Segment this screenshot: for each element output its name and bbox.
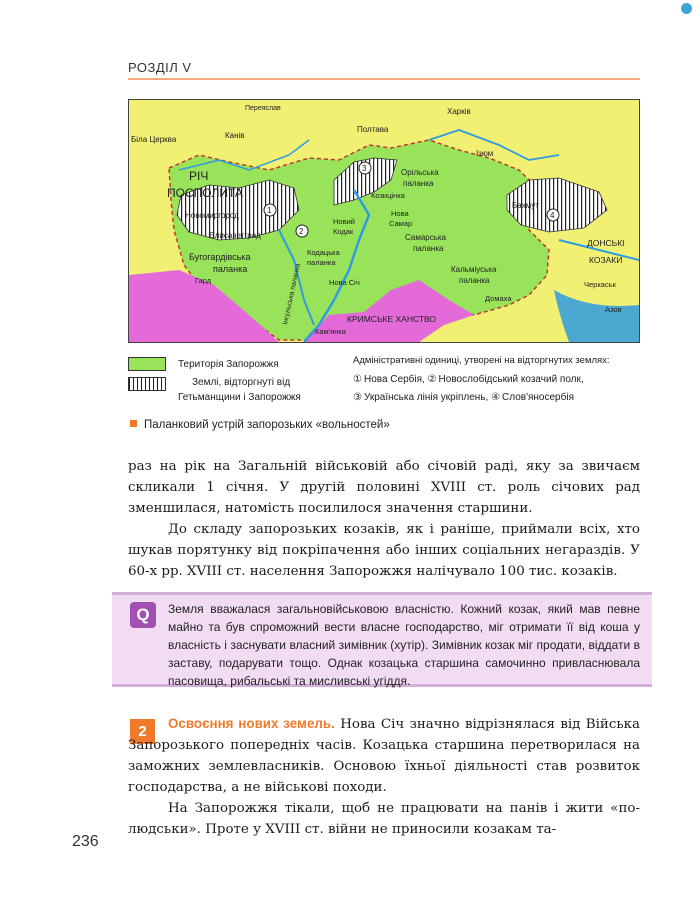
marker-2 [296,225,308,237]
label-novomyrhorod: Новомиргород [185,211,239,220]
svg-text:3: 3 [362,164,367,173]
label-poltava: Полтава [357,125,389,134]
label-donski-1: ДОНСЬКІ [587,238,625,248]
label-buhohard-1: Бугогардівська [189,252,251,262]
label-hard: Гард [195,276,212,285]
page-number: 236 [72,833,99,850]
label-cherkask: Черкаськ [584,280,616,289]
legend-admin-row2: ③ Українська лінія укріплень, ④ Слов'яносербія [353,392,574,403]
marker-3 [359,162,371,174]
label-kodatska-2: паланка [307,258,336,267]
label-kozhytsia: Козицінка [371,191,405,200]
legend-admin-row1: ① Нова Сербія, ② Новослобідський козачий полк, [353,374,584,385]
label-donski-2: КОЗАКИ [589,255,623,265]
caption-bullet-icon [130,420,137,427]
section-2-title: Освоєння нових земель. [168,716,335,731]
body-text-block [128,456,640,582]
note-text: Земля вважалася загальновійськовою власністю. Кожний козак, який мав певне майно та був спроможний вести власне господарство, міг отримати її від коша у власність і заснувати власний зимівник (хутір). Зимівник козак міг продати, віддати в заставу, подарувати тощо. Однак козацька старшина самочинно привласнювала пасовища, рибальські та мисливські угіддя. [168,602,640,688]
label-rich-2: ПОСПОЛИТА [167,186,243,200]
label-kaniv: Канів [225,131,245,140]
legend-swatch-territory [128,357,166,371]
map-caption: Паланковий устрій запорозьких «вольностей» [130,419,390,431]
label-kodatska-1: Кодацька [307,248,340,257]
label-nova-sich: Нова Січ [329,278,360,287]
label-novyi-kodak-1: Новий [333,217,355,226]
label-kharkiv: Харків [447,107,471,116]
section-2-intro: Нова Січ значно відрізнялася від Війська Запорозького попередніх часів. Козацька старшина перетворилася на заможних землевласників. Основою їхньої діяльності став розвиток господарства, а не військові походи. [128,717,640,795]
header-rule [128,78,640,80]
label-domakha: Домаха [485,294,512,303]
marker-1 [264,204,276,216]
question-icon: Q [130,602,156,628]
section-header: РОЗДІЛ V [128,60,192,75]
svg-text:2: 2 [299,227,304,236]
label-orilska-1: Орільська [401,168,439,177]
label-buhohard-2: паланка [213,264,248,274]
label-yelysavet: Єлисаветград [209,231,261,240]
historical-map [128,99,640,343]
label-pereiaslav: Переяслав [245,105,281,112]
legend-swatch-torn [128,377,166,391]
label-inhulska: Інгульська паланка [282,263,302,326]
svg-text:4: 4 [550,211,555,220]
legend-torn-line1: Землі, відторгнуті від [192,377,291,388]
label-azov: Азов [605,305,622,314]
label-bila-tserkva: Біла Церква [131,135,177,144]
label-nova-samar-2: Самар [389,219,413,228]
label-novyi-kodak-2: Кодак [333,227,354,236]
corner-badge-icon [681,3,692,14]
legend-territory-label: Територія Запорожжя [178,359,279,370]
section-2-paragraph: На Запорожжя тікали, щоб не працювати на панів і жити «по-людськи». Проте у XVIII ст. війни не приносили козакам та- [128,801,640,837]
label-rich-1: РІЧ [189,169,209,183]
svg-text:1: 1 [267,206,272,215]
legend-admin-title: Адміністративні одиниці, утворені на відторгнутих землях: [353,355,610,366]
section-2-text [128,713,640,840]
legend-torn-line2: Гетьманщини і Запорожжя [178,392,301,403]
label-iziium: Ізюм [476,149,494,158]
paragraph-1: раз на рік на Загальній військовій або січовій раді, яку за звичаєм скликали 1 січня. У другій половині XVIII ст. роль січових рад зменшилася, натомість посилилося значення старшини. [128,459,640,516]
label-samarska-1: Самарська [405,233,447,242]
label-krymske: КРИМСЬКЕ ХАНСТВО [347,314,437,324]
label-bakhmut: Бахмут [512,201,539,210]
section-number-badge: 2 [130,719,155,744]
marker-4 [547,209,559,221]
label-kalmiuska-1: Кальміуська [451,265,497,274]
label-nova-samar-1: Нова [391,209,409,218]
label-orilska-2: паланка [403,179,434,188]
label-kamianka: Кам'янка [315,327,346,336]
label-samarska-2: паланка [413,244,444,253]
paragraph-2: До складу запорозьких козаків, як і раніше, приймали всіх, хто шукав порятунку від покріпачення або інших соціальних негараздів. У 60-х рр. XVIII ст. населення Запорожжя налічувало 100 тис. козаків. [128,522,640,579]
label-kalmiuska-2: паланка [459,276,490,285]
